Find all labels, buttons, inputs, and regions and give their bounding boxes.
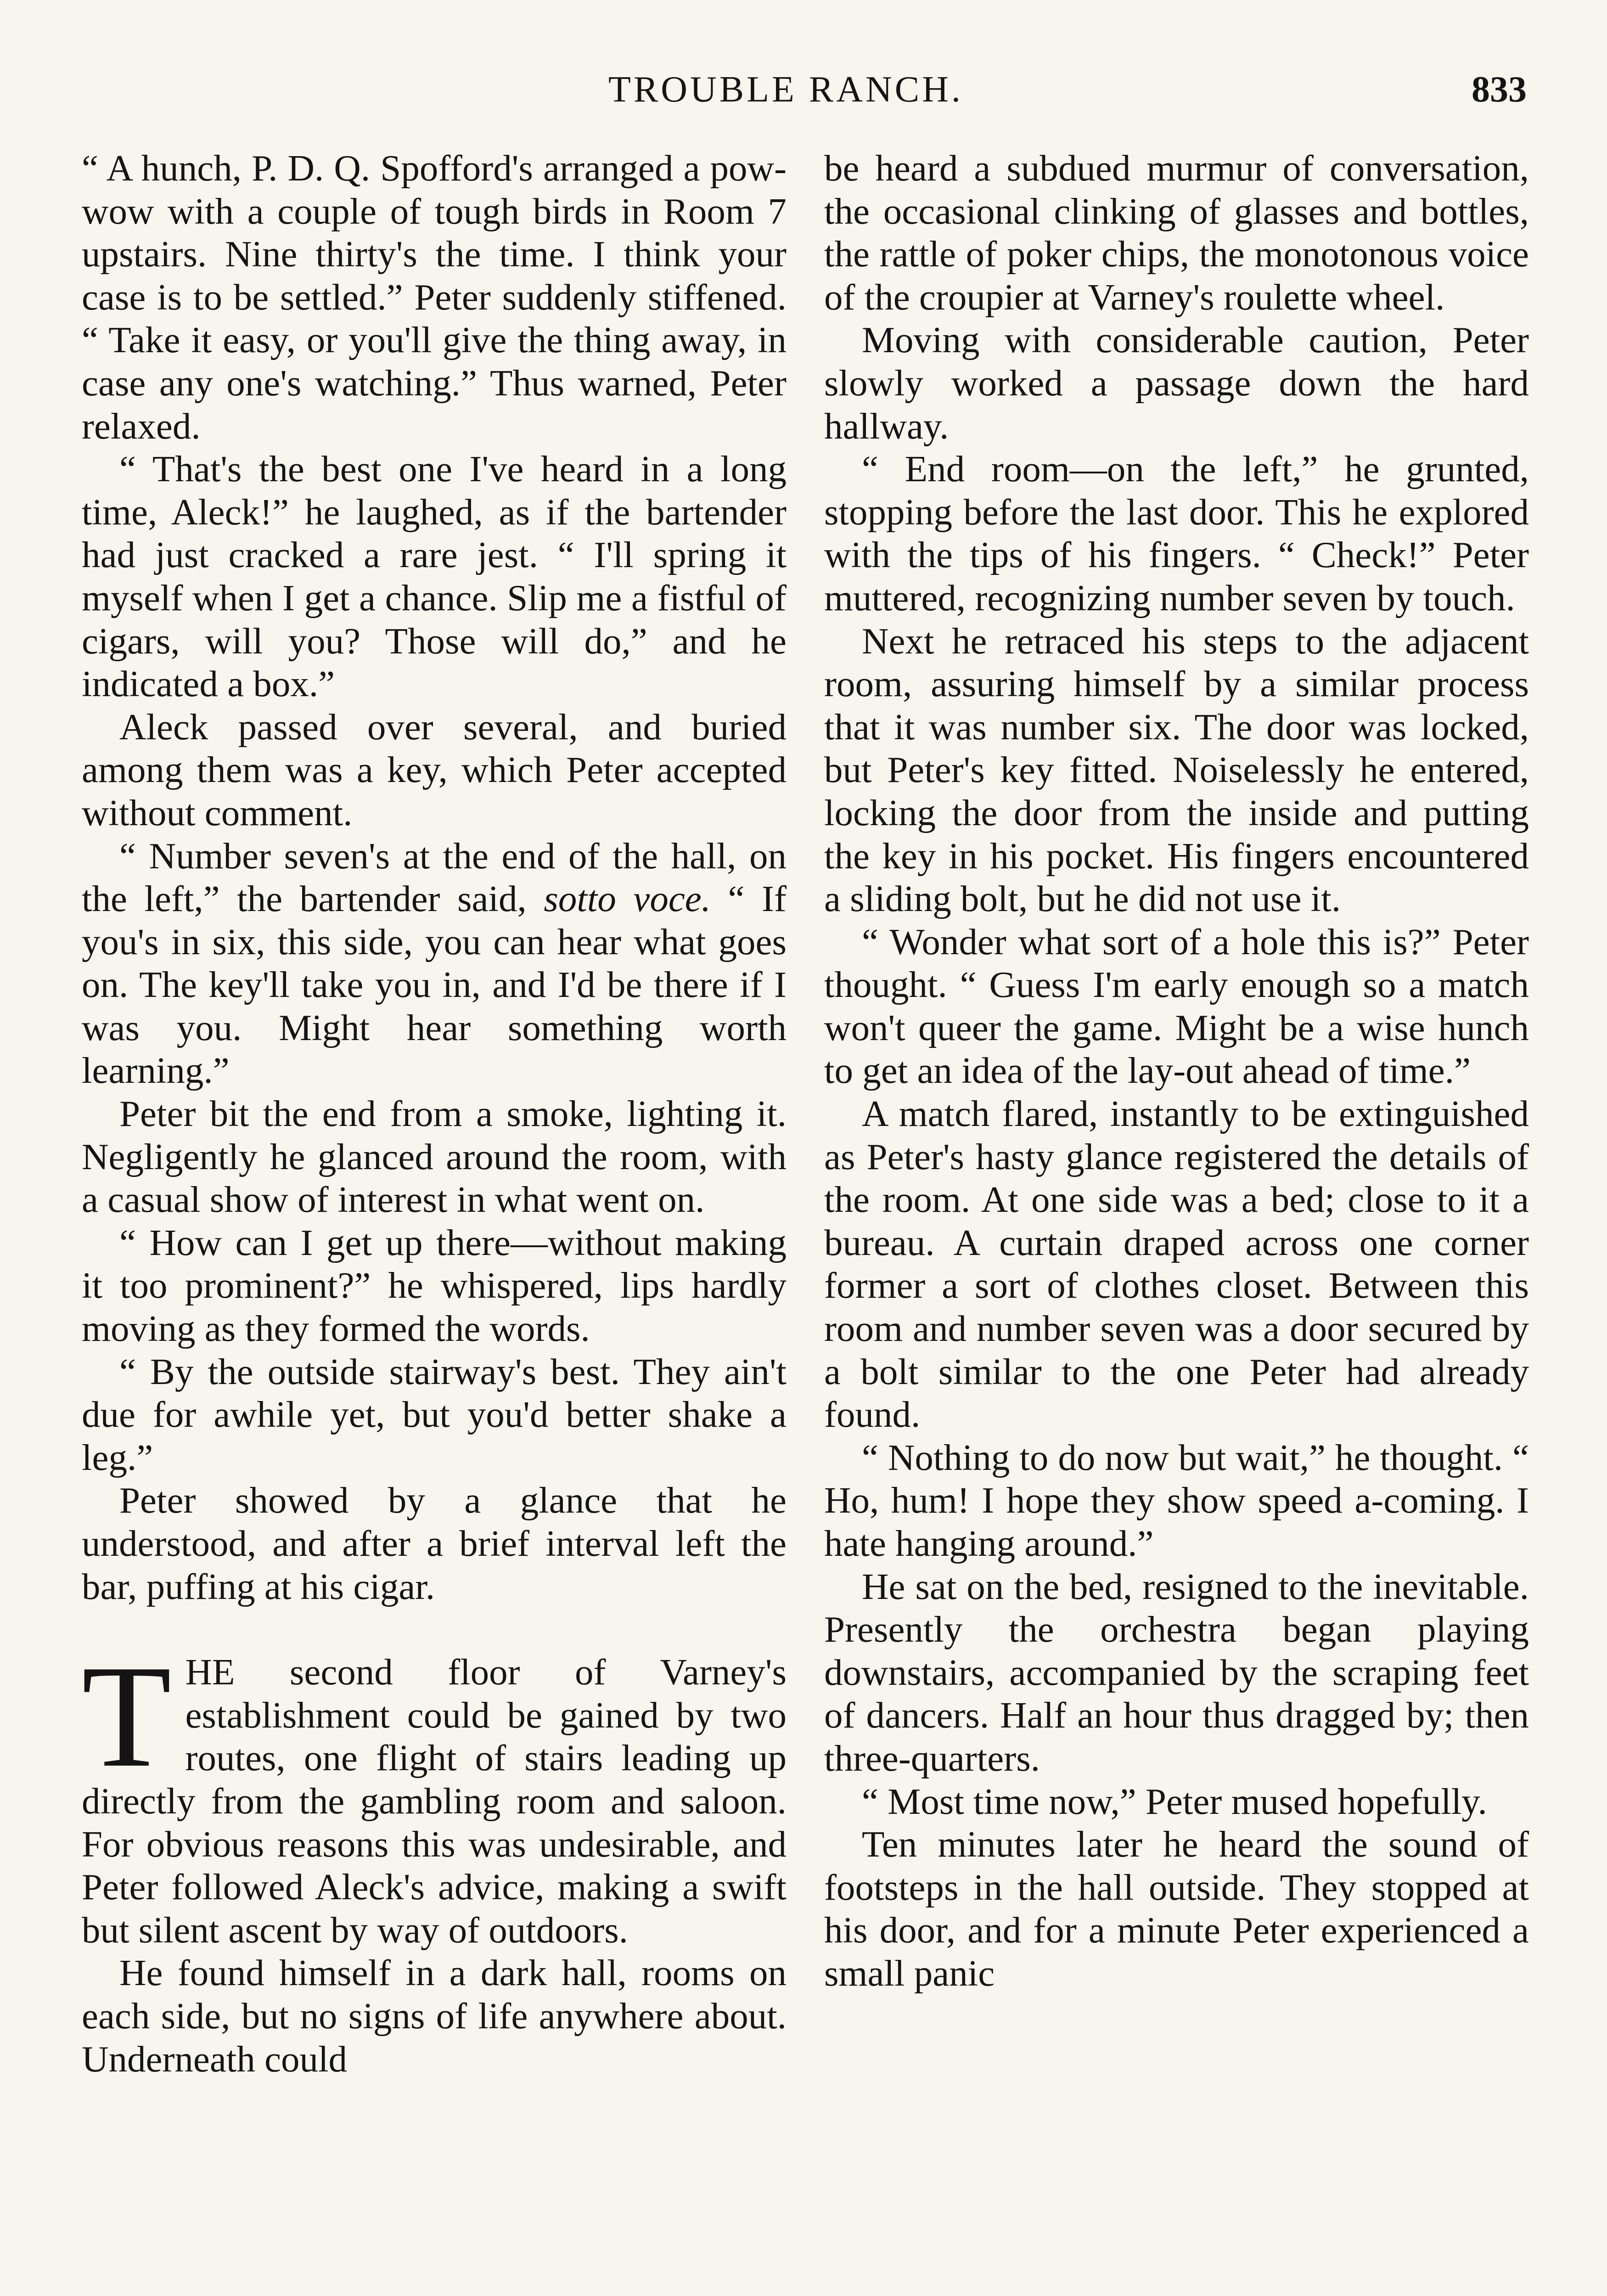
paragraph: Moving with considerable caution, Peter slowly worked a passage down the hard hallway. bbox=[824, 319, 1529, 447]
paragraph: Next he retraced his steps to the adjacent room, assuring himself by a similar process that it was number six. The door was locked, but Peter's key fitted. Noiselessly he entered, locking the door from the inside and putting the key in his pocket. His fingers encountered a sliding bolt, but he did not use it. bbox=[824, 620, 1529, 920]
italic-phrase: sotto voce. bbox=[544, 878, 711, 920]
left-column bbox=[82, 147, 787, 2081]
paragraph: “ By the outside stairway's best. They ain't due for awhile yet, but you'd better shake a leg.” bbox=[82, 1351, 787, 1478]
drop-cap: T bbox=[82, 1635, 172, 1798]
paragraph: “ That's the best one I've heard in a long time, Aleck!” he laughed, as if the bartender had just cracked a rare jest. “ I'll spring it myself when I get a chance. Slip me a fistful of cigars, will you? Those will do,” and he indicated a box.” bbox=[82, 448, 787, 705]
paragraph: Aleck passed over several, and buried among them was a key, which Peter accepted without comment. bbox=[82, 706, 787, 833]
paragraph: He found himself in a dark hall, rooms on each side, but no signs of life anywhere about. Underneath could bbox=[82, 1952, 787, 2080]
page-number: 833 bbox=[1472, 69, 1527, 110]
paragraph: be heard a subdued murmur of conversation, the occasional clinking of glasses and bottles, the rattle of poker chips, the monotonous voice of the croupier at Varney's roulette wheel. bbox=[824, 147, 1529, 318]
page-header bbox=[0, 69, 1607, 124]
paragraph: “ Most time now,” Peter mused hopefully. bbox=[862, 1780, 1487, 1822]
paragraph: “ A hunch, P. D. Q. Spofford's arranged a pow-wow with a couple of tough birds in Room 7 upstairs. Nine thirty's the time. I think your case is to be settled.” Peter suddenly stiffened. “ Take it easy, or you'll give the thing away, in case any one's watching.” Thus warned, Peter relaxed. bbox=[82, 147, 787, 447]
text-run: “ If you's in six, this side, you can hear what goes on. The key'll take you in, and I'd be there if I was you. Might hear something worth learning.” bbox=[82, 878, 787, 1092]
paragraph: A match flared, instantly to be extinguished as Peter's hasty glance registered the details of the room. At one side was a bed; close to it a bureau. A curtain draped across one corner former a sort of clothes closet. Between this room and number seven was a door secured by a bolt similar to the one Peter had already found. bbox=[824, 1093, 1529, 1435]
running-head: TROUBLE RANCH. bbox=[608, 69, 963, 110]
paragraph: He sat on the bed, resigned to the inevitable. Presently the orchestra began playing downstairs, accompanied by the scraping feet of dancers. Half an hour thus dragged by; then three-quarters. bbox=[824, 1565, 1529, 1779]
text-run: second floor of Varney's establishment could be gained by two routes, one flight of stairs leading up directly from the gambling room and saloon. For obvious reasons this was undesirable, and Peter followed Aleck's advice, making a swift but silent ascent by way of outdoors. bbox=[82, 1651, 787, 1951]
right-column bbox=[824, 147, 1529, 1995]
section-opening-paragraph bbox=[82, 1635, 787, 1952]
paragraph: Ten minutes later he heard the sound of footsteps in the hall outside. They stopped at his door, and for a minute Peter experienced a small panic bbox=[824, 1823, 1529, 1994]
paragraph: “ End room—on the left,” he grunted, stopping before the last door. This he explored with the tips of his fingers. “ Check!” Peter muttered, recognizing number seven by touch. bbox=[824, 448, 1529, 619]
paragraph: “ Nothing to do now but wait,” he thought. “ Ho, hum! I hope they show speed a-coming. I hate hanging around.” bbox=[824, 1436, 1529, 1564]
paragraph: “ Wonder what sort of a hole this is?” Peter thought. “ Guess I'm early enough so a match won't queer the game. Might be a wise hunch to get an idea of the lay-out ahead of time.” bbox=[824, 921, 1529, 1092]
paragraph: Peter showed by a glance that he understood, and after a brief interval left the bar, puffing at his cigar. bbox=[82, 1480, 787, 1607]
small-caps-word: HE bbox=[185, 1651, 235, 1693]
paragraph: Peter bit the end from a smoke, lighting it. Negligently he glanced around the room, with a casual show of interest in what went on. bbox=[82, 1093, 787, 1221]
text-run: “ Number seven's at the end of the hall, on the left,” the bartender said, bbox=[82, 835, 787, 920]
paragraph bbox=[82, 835, 787, 1093]
paragraph: “ How can I get up there—without making it too prominent?” he whispered, lips hardly moving as they formed the words. bbox=[82, 1221, 787, 1350]
